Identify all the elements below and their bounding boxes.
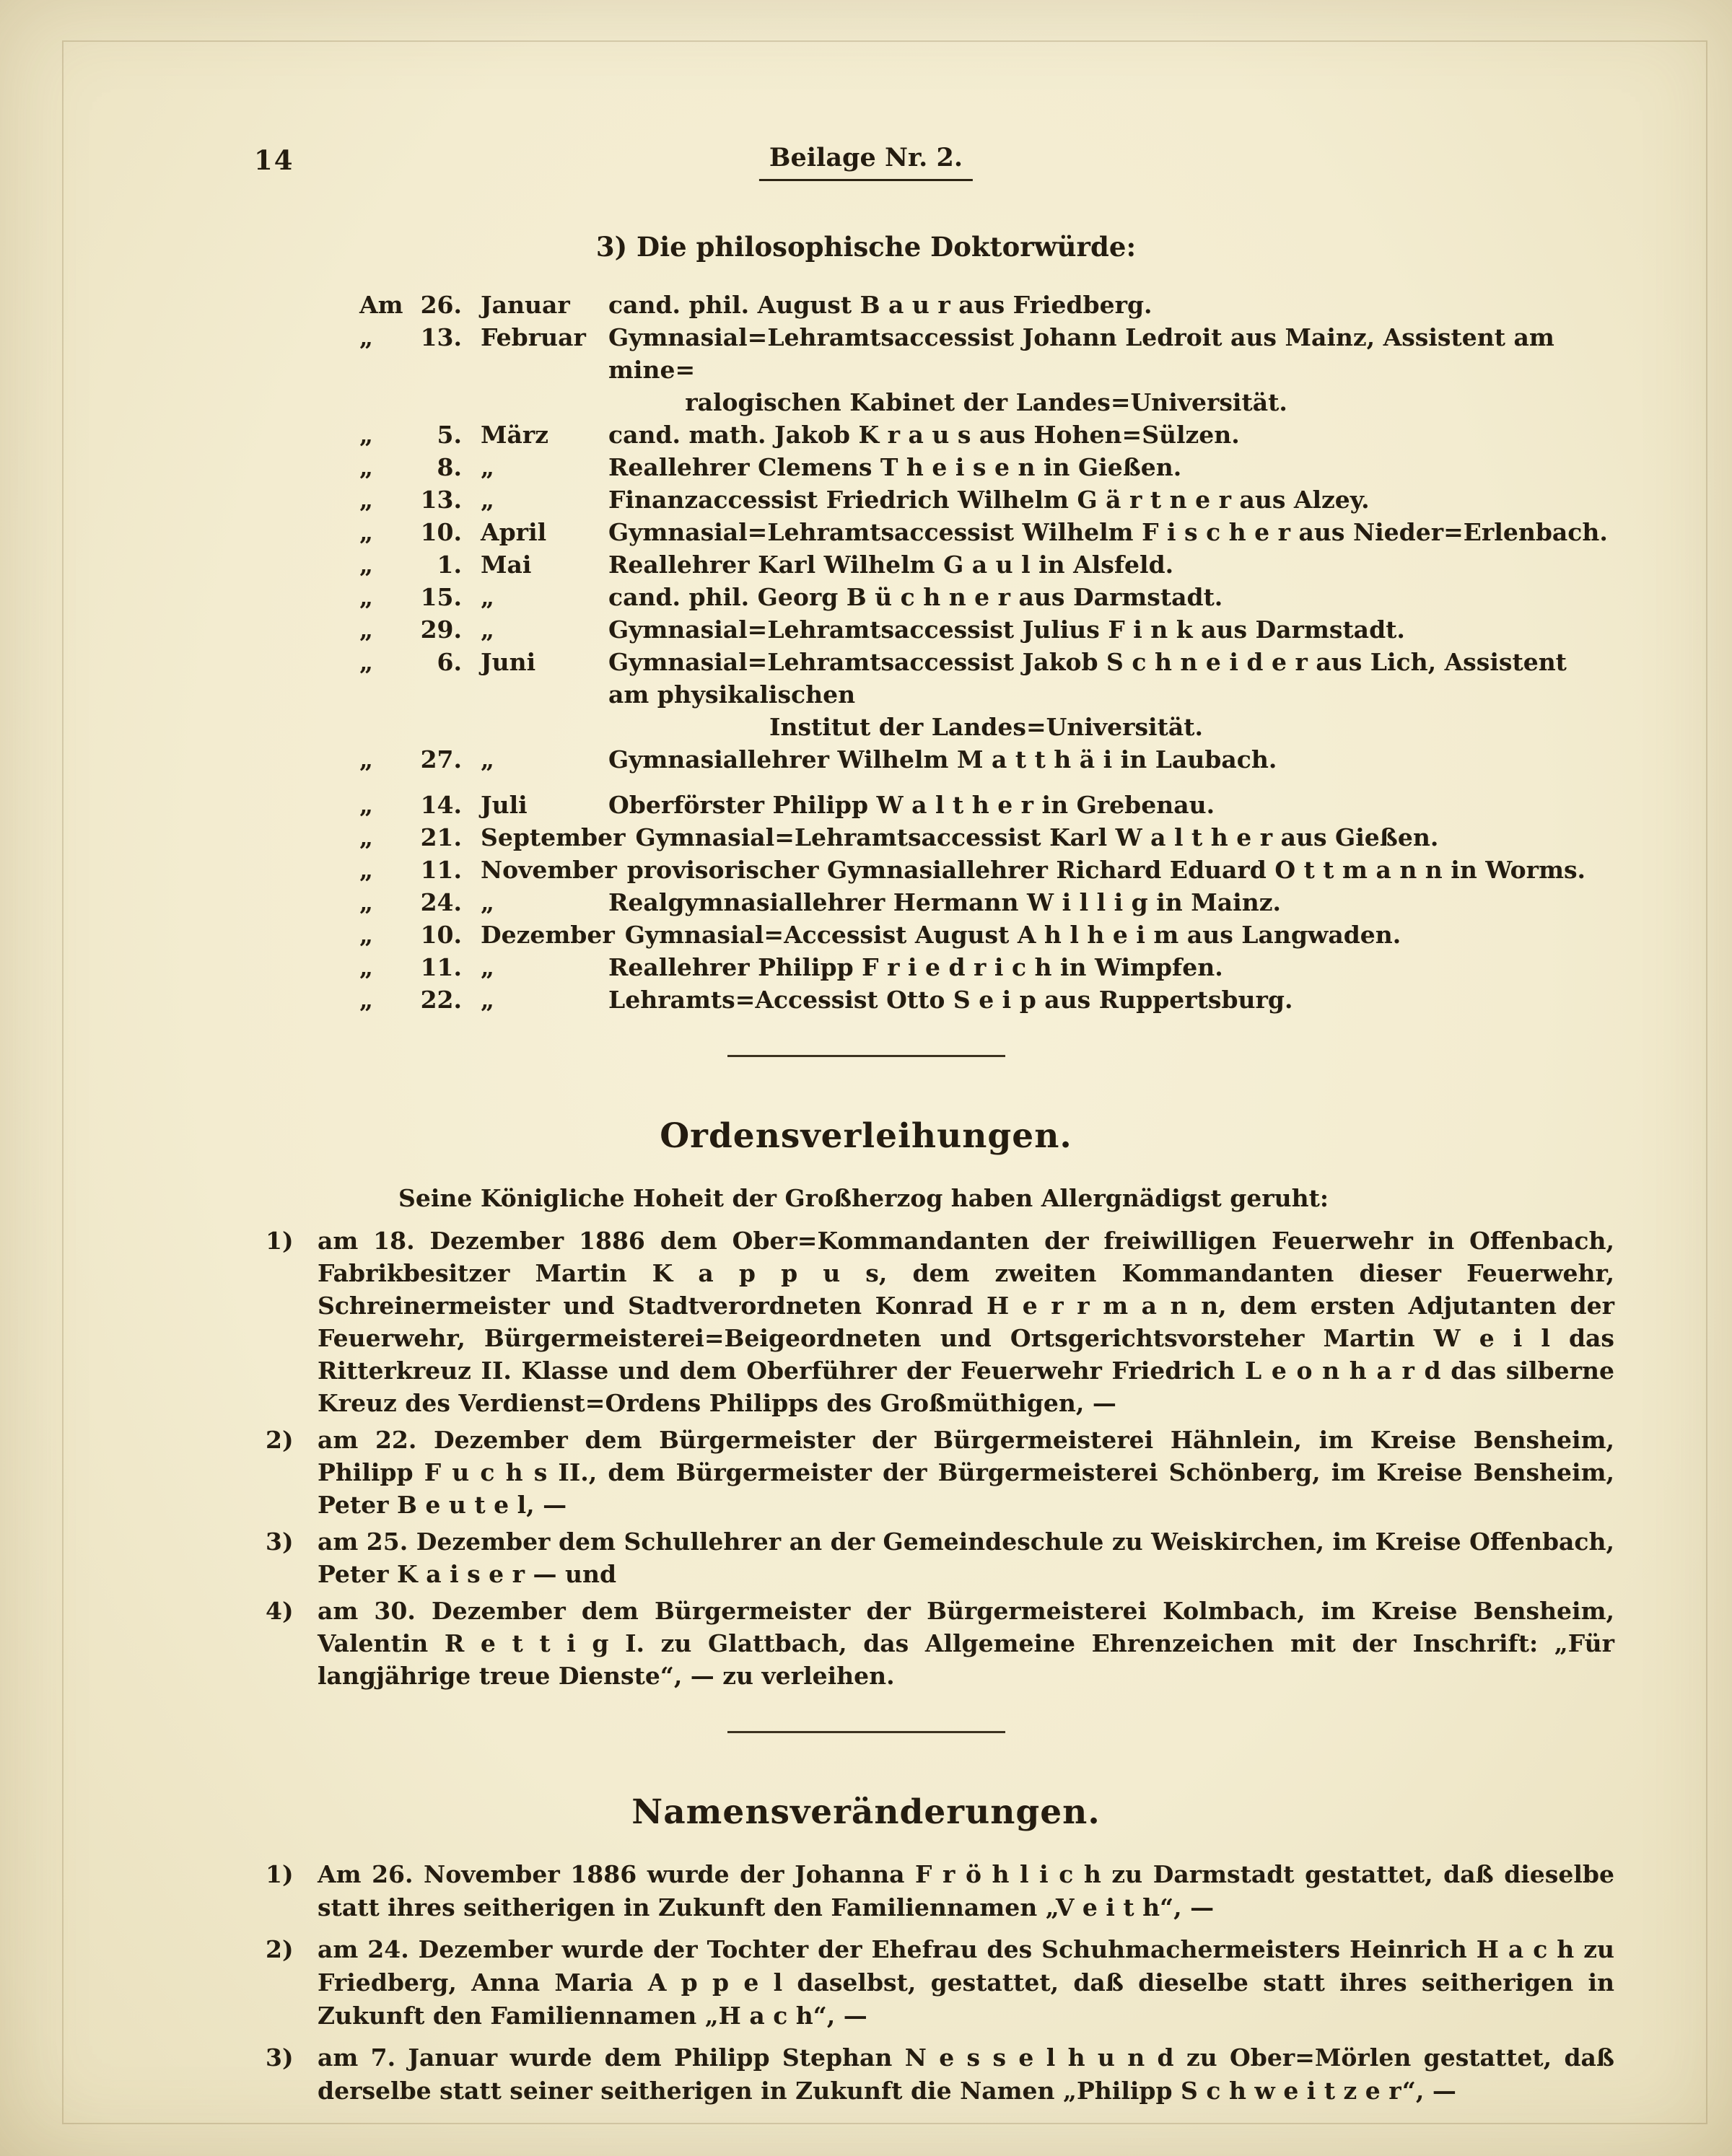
section-divider (727, 1731, 1005, 1733)
doctorate-entry-row (359, 886, 1613, 919)
entry-text: Gymnasial=Lehramtsaccessist Julius F i n k aus Darmstadt. (608, 615, 1405, 644)
entry-continuation: Institut der Landes=Universität. (769, 713, 1203, 741)
entry-day: 6. (437, 648, 462, 676)
orders-intro: Seine Königliche Hoheit der Großherzog haben Allergnädigst geruht: (398, 1184, 1329, 1212)
entry-day: 10. (420, 518, 462, 546)
item-number: 4) (266, 1597, 294, 1625)
entry-month: „ (481, 615, 494, 644)
entry-text: Gymnasial=Lehramtsaccessist Jakob S c h n e i d e r aus Lich, Assistent am physikalischen (608, 648, 1567, 709)
doctorate-entry-row (359, 743, 1613, 776)
entry-lead-mark: „ (359, 856, 373, 884)
orders-item (266, 1224, 1614, 1419)
entry-day: 11. (420, 953, 462, 981)
entry-day: 15. (420, 583, 462, 611)
doctorate-entry-row (359, 419, 1613, 451)
doctorate-entry-row (359, 321, 1613, 419)
entry-text: cand. phil. Georg B ü c h n e r aus Darmstadt. (608, 583, 1223, 611)
entry-lead-mark: „ (359, 583, 373, 611)
doctorate-entry-row (359, 289, 1613, 321)
entry-lead-mark: „ (359, 615, 373, 644)
entry-text: Gymnasial=Accessist August A h l h e i m aus Langwaden. (624, 921, 1401, 949)
entry-text: cand. math. Jakob K r a u s aus Hohen=Sülzen. (608, 421, 1240, 449)
entry-day: 1. (437, 551, 462, 579)
doctorate-entry-row (359, 789, 1613, 821)
entry-text: Reallehrer Clemens T h e i s e n in Gießen. (608, 453, 1182, 481)
entry-day: 13. (420, 323, 462, 351)
doctorate-entry-row (359, 483, 1613, 516)
entry-lead-mark: „ (359, 648, 373, 676)
orders-list (266, 1224, 1614, 1692)
doctorate-entry-row (359, 516, 1613, 548)
entry-day: 21. (420, 823, 462, 851)
entry-lead-mark: „ (359, 823, 373, 851)
entry-month: „ (481, 953, 494, 981)
orders-item (266, 1595, 1614, 1692)
item-number: 3) (266, 2043, 294, 2072)
name-changes-list (266, 1858, 1614, 2108)
entry-day: 29. (420, 615, 462, 644)
entry-lead-mark: „ (359, 791, 373, 819)
doctorate-section-heading: 3) Die philosophische Doktorwürde: (595, 231, 1137, 263)
entry-month: „ (481, 888, 494, 916)
entry-day: 26. (420, 291, 462, 319)
entry-text: Gymnasial=Lehramtsaccessist Johann Ledroit aus Mainz, Assistent am mine= (608, 323, 1554, 384)
entry-text: Reallehrer Philipp F r i e d r i c h in Wimpfen. (608, 953, 1223, 981)
entry-day: 5. (437, 421, 462, 449)
entry-continuation: ralogischen Kabinet der Landes=Universität. (685, 388, 1287, 416)
item-number: 1) (266, 1227, 294, 1255)
item-text: Am 26. November 1886 wurde der Johanna F r ö h l i c h zu Darmstadt gestattet, daß dieselbe statt ihres seitherigen in Zukunft den Familiennamen „V e i t h“, — (318, 1860, 1614, 1921)
item-text: am 30. Dezember dem Bürgermeister der Bürgermeisterei Kolmbach, im Kreise Bensheim, Valentin R e t t i g I. zu Glattbach, das Allgemeine Ehrenzeichen mit der Inschrift: „Für langjährige treue Dienste“, — zu verleihen. (318, 1597, 1614, 1690)
doctorate-entry-row (359, 854, 1613, 886)
entry-text: provisorischer Gymnasiallehrer Richard Eduard O t t m a n n in Worms. (626, 856, 1586, 884)
item-text: am 7. Januar wurde dem Philipp Stephan N e s s e l h u n d zu Ober=Mörlen gestattet, daß derselbe statt seiner seitherigen in Zukunft die Namen „Philipp S c h w e i t z e r“, — (318, 2043, 1614, 2105)
entry-lead-mark: „ (359, 551, 373, 579)
entry-month: „ (481, 583, 494, 611)
item-text: am 25. Dezember dem Schullehrer an der Gemeindeschule zu Weiskirchen, im Kreise Offenbach, Peter K a i s e r — und (318, 1528, 1614, 1588)
item-number: 2) (266, 1935, 294, 1963)
doctorate-entry-row (359, 821, 1613, 854)
entry-lead-mark: „ (359, 421, 373, 449)
entry-month: „ (481, 986, 494, 1014)
entry-text: Oberförster Philipp W a l t h e r in Grebenau. (608, 791, 1215, 819)
doctorate-entry-row (359, 613, 1613, 646)
entry-month: September (481, 823, 626, 851)
entry-month: Januar (481, 291, 570, 319)
orders-item (266, 1424, 1614, 1521)
entry-text: Lehramts=Accessist Otto S e i p aus Ruppertsburg. (608, 986, 1293, 1014)
section-divider (727, 1055, 1005, 1057)
entry-text: Finanzaccessist Friedrich Wilhelm G ä r t n e r aus Alzey. (608, 486, 1370, 514)
page-number: 14 (254, 144, 294, 176)
item-text: am 22. Dezember dem Bürgermeister der Bürgermeisterei Hähnlein, im Kreise Bensheim, Philipp F u c h s II., dem Bürgermeister der Bürgermeisterei Schönberg, im Kreise Bensheim, Peter B e u t e l, — (318, 1426, 1614, 1519)
item-text: am 18. Dezember 1886 dem Ober=Kommandanten der freiwilligen Feuerwehr in Offenbach, Fabrikbesitzer Martin K a p p u s, dem zweiten Kommandanten dieser Feuerwehr, Schreinermeister und Stadtverordneten Konrad H e r r m a n n, dem ersten Adjutanten der Feuerwehr, Bürgermeisterei=Beigeordneten und Ortsgerichtsvorsteher Martin W e i l das Ritterkreuz II. Klasse und dem Oberführer der Feuerwehr Friedrich L e o n h a r d das silberne Kreuz des Verdienst=Ordens Philipps des Großmüthigen, — (318, 1227, 1614, 1417)
entry-lead-mark: „ (359, 888, 373, 916)
entry-day: 10. (420, 921, 462, 949)
entry-month: Juni (481, 648, 536, 676)
entry-month: Juli (481, 791, 528, 819)
entry-day: 11. (420, 856, 462, 884)
doctorate-entry-row (359, 983, 1613, 1016)
entry-day: 22. (420, 986, 462, 1014)
entry-month: „ (481, 453, 494, 481)
item-number: 2) (266, 1426, 294, 1454)
entry-month: Februar (481, 323, 586, 351)
doctorate-entry-row (359, 646, 1613, 743)
header-title: Beilage Nr. 2. (759, 143, 973, 181)
entry-month: „ (481, 486, 494, 514)
entry-text: Reallehrer Karl Wilhelm G a u l in Alsfeld. (608, 551, 1174, 579)
entry-day: 13. (420, 486, 462, 514)
name-change-item (266, 1933, 1614, 2033)
name-change-item (266, 1858, 1614, 1924)
doctorate-entry-row (359, 951, 1613, 983)
entry-lead-mark: „ (359, 518, 373, 546)
entry-day: 27. (420, 745, 462, 774)
entry-lead-mark: Am (359, 291, 403, 319)
entry-lead-mark: „ (359, 953, 373, 981)
name-change-item (266, 2041, 1614, 2108)
orders-item (266, 1525, 1614, 1590)
entry-text: cand. phil. August B a u r aus Friedberg. (608, 291, 1153, 319)
orders-section-heading: Ordensverleihungen. (660, 1116, 1072, 1156)
entry-day: 8. (437, 453, 462, 481)
page-header (0, 143, 1732, 185)
item-number: 1) (266, 1860, 294, 1888)
item-number: 3) (266, 1528, 294, 1556)
entry-month: „ (481, 745, 494, 774)
entry-text: Gymnasiallehrer Wilhelm M a t t h ä i in Laubach. (608, 745, 1277, 774)
entry-text: Gymnasial=Lehramtsaccessist Wilhelm F i s c h e r aus Nieder=Erlenbach. (608, 518, 1608, 546)
entry-month: März (481, 421, 549, 449)
entry-day: 24. (420, 888, 462, 916)
entry-day: 14. (420, 791, 462, 819)
entry-lead-mark: „ (359, 921, 373, 949)
item-text: am 24. Dezember wurde der Tochter der Ehefrau des Schuhmachermeisters Heinrich H a c h zu Friedberg, Anna Maria A p p e l daselbst, gestattet, daß dieselbe statt ihres seitherigen in Zukunft den Familiennamen „H a c h“, — (318, 1935, 1614, 2030)
entry-lead-mark: „ (359, 323, 373, 351)
entry-lead-mark: „ (359, 486, 373, 514)
entry-month: April (481, 518, 547, 546)
entry-month: Mai (481, 551, 532, 579)
entry-lead-mark: „ (359, 986, 373, 1014)
doctorate-list (359, 289, 1613, 1016)
entry-text: Realgymnasiallehrer Hermann W i l l i g in Mainz. (608, 888, 1281, 916)
entry-lead-mark: „ (359, 745, 373, 774)
name-changes-section-heading: Namensveränderungen. (631, 1792, 1101, 1832)
doctorate-entry-row (359, 451, 1613, 483)
entry-month: Dezember (481, 921, 615, 949)
doctorate-entry-row (359, 919, 1613, 951)
entry-text: Gymnasial=Lehramtsaccessist Karl W a l t h e r aus Gießen. (635, 823, 1439, 851)
entry-lead-mark: „ (359, 453, 373, 481)
entry-month: November (481, 856, 617, 884)
doctorate-entry-row (359, 548, 1613, 581)
doctorate-entry-row (359, 581, 1613, 613)
